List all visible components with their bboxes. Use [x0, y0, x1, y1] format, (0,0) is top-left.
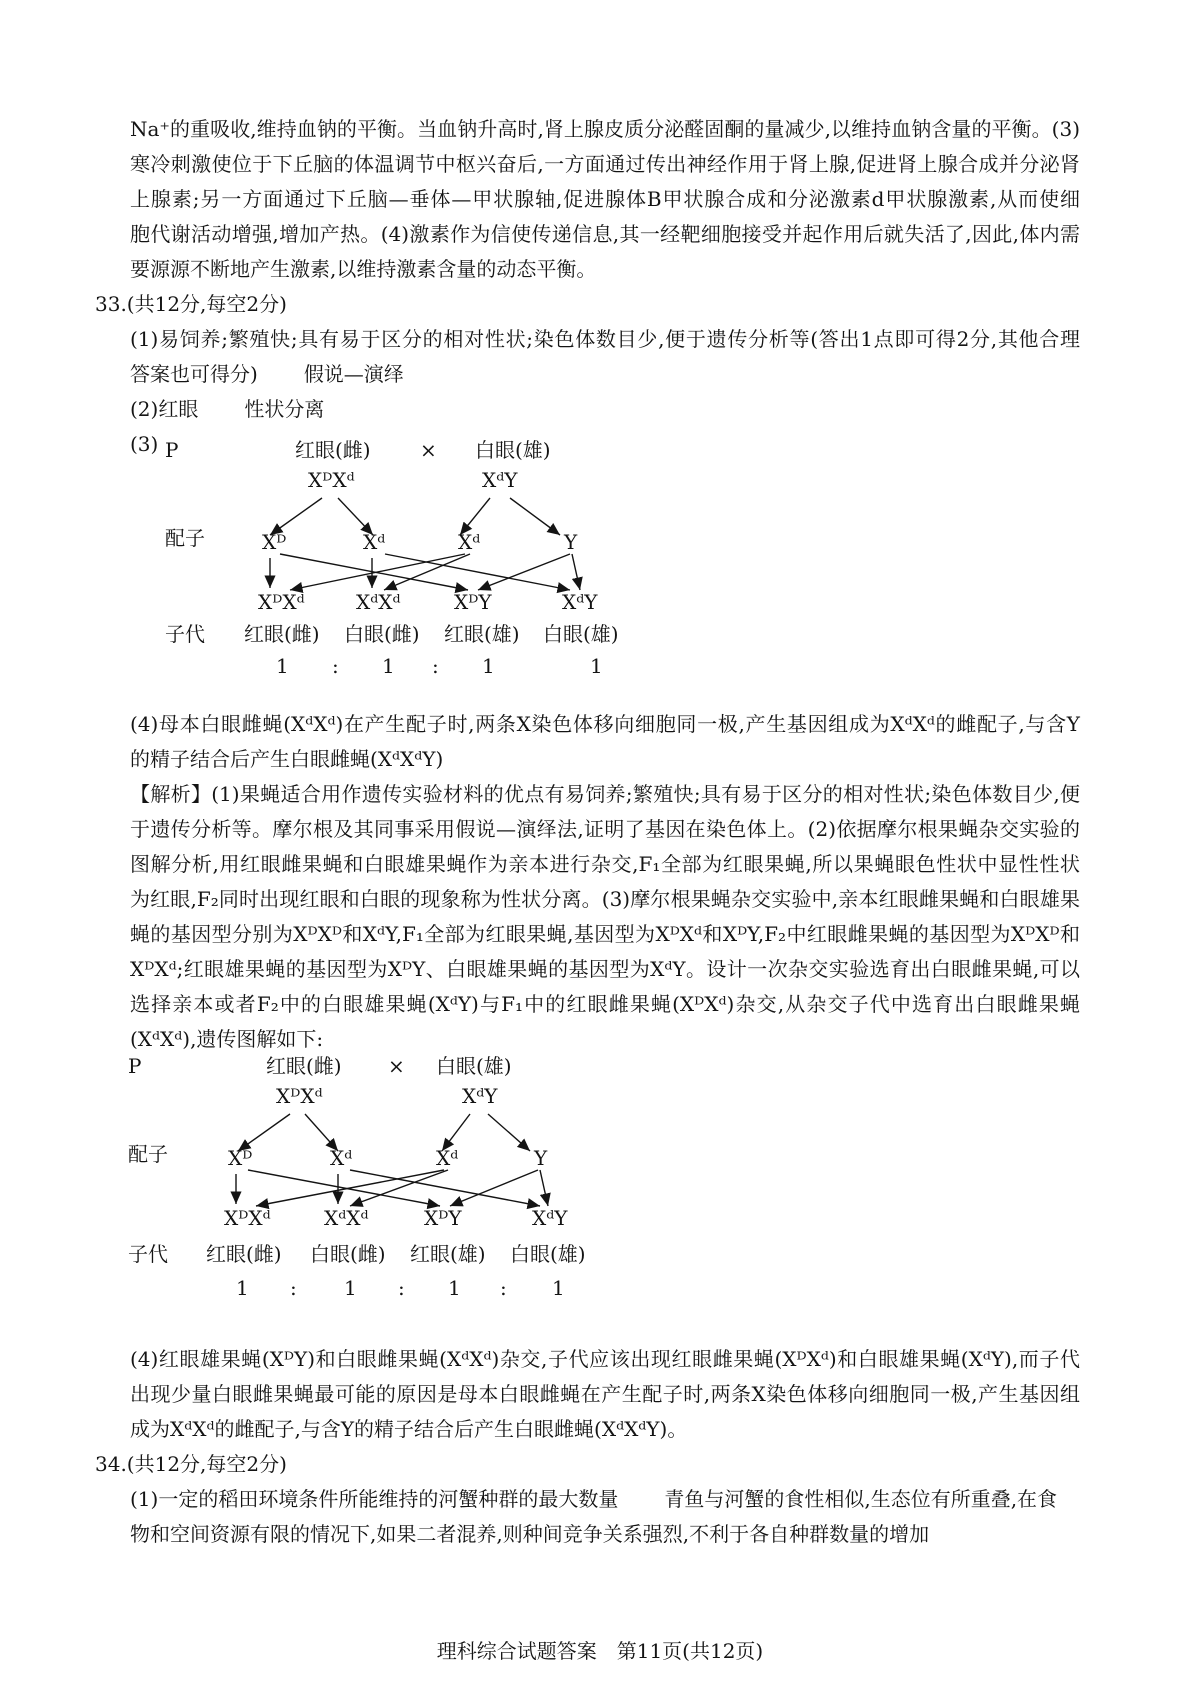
text-line: Na⁺的重吸收,维持血钠的平衡。当血钠升高时,肾上腺皮质分泌醛固酮的量减少,以维持血钠含量的平衡。(3) — [130, 117, 1080, 141]
ratio-separator: : — [332, 654, 339, 678]
gamete-label: 配子 — [128, 1142, 168, 1166]
q33-answer-2-second: 性状分离 — [244, 397, 325, 421]
ratio-value: 1 — [236, 1276, 249, 1300]
ratio-separator: : — [432, 654, 439, 678]
offspring-genotype: XᵈY — [532, 1206, 568, 1230]
analysis-line: 为红眼,F₂同时出现红眼和白眼的现象称为性状分离。(3)摩尔根果蝇杂交实验中,亲本红眼雌果蝇和白眼雄果 — [130, 887, 1080, 911]
offspring-phenotype: 白眼(雄) — [510, 1242, 586, 1266]
offspring-label: 子代 — [165, 622, 205, 646]
analysis-line: XᴰXᵈ;红眼雄果蝇的基因型为XᴰY、白眼雄果蝇的基因型为XᵈY。设计一次杂交实验选育出白眼雌果蝇,可以 — [130, 957, 1080, 981]
gamete: Xᴰ — [228, 1146, 253, 1170]
ratio-separator: : — [398, 1276, 405, 1300]
q33-answer-1: (1)易饲养;繁殖快;具有易于区分的相对性状;染色体数目少,便于遗传分析等(答出1点即可得2分,其他合理 — [130, 327, 1080, 351]
offspring-phenotype: 红眼(雄) — [410, 1242, 486, 1266]
offspring-genotype: XᴰY — [454, 590, 492, 614]
genetic-cross-diagram-1 — [0, 440, 1200, 700]
q33-answer-4: (4)母本白眼雌蝇(XᵈXᵈ)在产生配子时,两条X染色体移向细胞同一极,产生基因组成为XᵈXᵈ的雌配子,与含Y — [130, 712, 1080, 736]
offspring-genotype: XᴰXᵈ — [258, 590, 305, 614]
ratio-value: 1 — [552, 1276, 565, 1300]
female-phenotype: 红眼(雌) — [295, 438, 371, 462]
gamete-label: 配子 — [165, 526, 205, 550]
analysis-line: 【解析】(1)果蝇适合用作遗传实验材料的优点有易饲养;繁殖快;具有易于区分的相对性状;染色体数目少,便 — [130, 782, 1080, 806]
text-line: 胞代谢活动增强,增加产热。(4)激素作为信使传递信息,其一经靶细胞接受并起作用后就失活了,因此,体内需 — [130, 222, 1080, 246]
q34-answer-1-second: 青鱼与河蟹的食性相似,生态位有所重叠,在食 — [664, 1487, 1058, 1511]
gamete: Y — [534, 1146, 548, 1170]
analysis-line: 于遗传分析等。摩尔根及其同事采用假说—演绎法,证明了基因在染色体上。(2)依据摩尔根果蝇杂交实验的 — [130, 817, 1080, 841]
ratio-value: 1 — [448, 1276, 461, 1300]
male-genotype: XᵈY — [462, 1084, 498, 1108]
male-phenotype: 白眼(雄) — [475, 438, 551, 462]
offspring-genotype: XᴰY — [424, 1206, 462, 1230]
offspring-phenotype: 红眼(雌) — [206, 1242, 282, 1266]
q33-answer-4-cont: 的精子结合后产生白眼雌蝇(XᵈXᵈY) — [130, 747, 444, 771]
offspring-phenotype: 红眼(雄) — [444, 622, 520, 646]
cross-symbol: × — [388, 1054, 405, 1078]
gamete: Xᴰ — [262, 530, 287, 554]
analysis-line: 图解分析,用红眼雌果蝇和白眼雄果蝇作为亲本进行杂交,F₁全部为红眼果蝇,所以果蝇眼色性状中显性性状 — [130, 852, 1080, 876]
genetic-cross-diagram-2 — [0, 1056, 1200, 1316]
q34-answer-1-cont: 物和空间资源有限的情况下,如果二者混养,则种间竞争关系强烈,不利于各自种群数量的增加 — [130, 1522, 930, 1546]
gamete: Xᵈ — [458, 530, 481, 554]
ratio-separator: : — [500, 1276, 507, 1300]
q33-answer-2-label: (2)红眼 — [130, 397, 199, 421]
text-line: 寒冷刺激使位于下丘脑的体温调节中枢兴奋后,一方面通过传出神经作用于肾上腺,促进肾上腺合成并分泌肾 — [130, 152, 1080, 176]
q34-answer-1 — [130, 1482, 1080, 1516]
gamete: Xᵈ — [436, 1146, 459, 1170]
text-line: 要源源不断地产生激素,以维持激素含量的动态平衡。 — [130, 257, 597, 281]
offspring-label: 子代 — [128, 1242, 168, 1266]
female-genotype: XᴰXᵈ — [276, 1084, 323, 1108]
ratio-value: 1 — [382, 654, 395, 678]
gamete: Y — [564, 530, 578, 554]
analysis-line: (XᵈXᵈ),遗传图解如下: — [130, 1027, 324, 1051]
q33-answer-3-label: (3) — [130, 432, 159, 456]
parent-label: P — [128, 1054, 142, 1078]
ratio-value: 1 — [482, 654, 495, 678]
ratio-value: 1 — [590, 654, 603, 678]
analysis-line: 蝇的基因型分别为XᴰXᴰ和XᵈY,F₁全部为红眼果蝇,基因型为XᴰXᵈ和XᴰY,F₂中红眼雌果蝇的基因型为XᴰXᴰ和 — [130, 922, 1080, 946]
analysis-4-line: 出现少量白眼雌果蝇最可能的原因是母本白眼雌蝇在产生配子时,两条X染色体移向细胞同一极,产生基因组 — [130, 1382, 1080, 1406]
q34-answer-1-first: (1)一定的稻田环境条件所能维持的河蟹种群的最大数量 — [130, 1487, 619, 1511]
text-line: 上腺素;另一方面通过下丘脑—垂体—甲状腺轴,促进腺体B甲状腺合成和分泌激素d甲状腺激素,从而使细 — [130, 187, 1080, 211]
q33-answer-1-cont — [130, 357, 1080, 391]
analysis-4-line: 成为XᵈXᵈ的雌配子,与含Y的精子结合后产生白眼雌蝇(XᵈXᵈY)。 — [130, 1417, 688, 1441]
page-footer: 理科综合试题答案 第11页(共12页) — [436, 1639, 764, 1663]
female-genotype: XᴰXᵈ — [308, 468, 355, 492]
q33-answer-1-method: 假说—演绎 — [303, 362, 404, 386]
gamete: Xᵈ — [330, 1146, 353, 1170]
male-phenotype: 白眼(雄) — [436, 1054, 512, 1078]
offspring-genotype: XᵈXᵈ — [324, 1206, 369, 1230]
offspring-genotype: XᵈY — [562, 590, 598, 614]
offspring-genotype: XᵈXᵈ — [356, 590, 401, 614]
question-34-heading: 34.(共12分,每空2分) — [95, 1452, 287, 1476]
analysis-line: 选择亲本或者F₂中的白眼雄果蝇(XᵈY)与F₁中的红眼雌果蝇(XᴰXᵈ)杂交,从杂交子代中选育出白眼雌果蝇 — [130, 992, 1080, 1016]
offspring-phenotype: 白眼(雌) — [344, 622, 420, 646]
offspring-phenotype: 红眼(雌) — [244, 622, 320, 646]
parent-label: P — [165, 438, 179, 462]
female-phenotype: 红眼(雌) — [266, 1054, 342, 1078]
gamete: Xᵈ — [363, 530, 386, 554]
analysis-4-line: (4)红眼雄果蝇(XᴰY)和白眼雌果蝇(XᵈXᵈ)杂交,子代应该出现红眼雌果蝇(XᴰXᵈ)和白眼雄果蝇(XᵈY),而子代 — [130, 1347, 1080, 1371]
ratio-separator: : — [290, 1276, 297, 1300]
q33-answer-1-note: 答案也可得分) — [130, 362, 258, 386]
question-33-heading: 33.(共12分,每空2分) — [95, 292, 287, 316]
cross-symbol: × — [420, 438, 437, 462]
ratio-value: 1 — [344, 1276, 357, 1300]
male-genotype: XᵈY — [482, 468, 518, 492]
offspring-phenotype: 白眼(雄) — [543, 622, 619, 646]
ratio-value: 1 — [276, 654, 289, 678]
cross-arrows-2 — [0, 1056, 1200, 1316]
q33-answer-2 — [130, 392, 1080, 426]
offspring-genotype: XᴰXᵈ — [224, 1206, 271, 1230]
offspring-phenotype: 白眼(雌) — [310, 1242, 386, 1266]
